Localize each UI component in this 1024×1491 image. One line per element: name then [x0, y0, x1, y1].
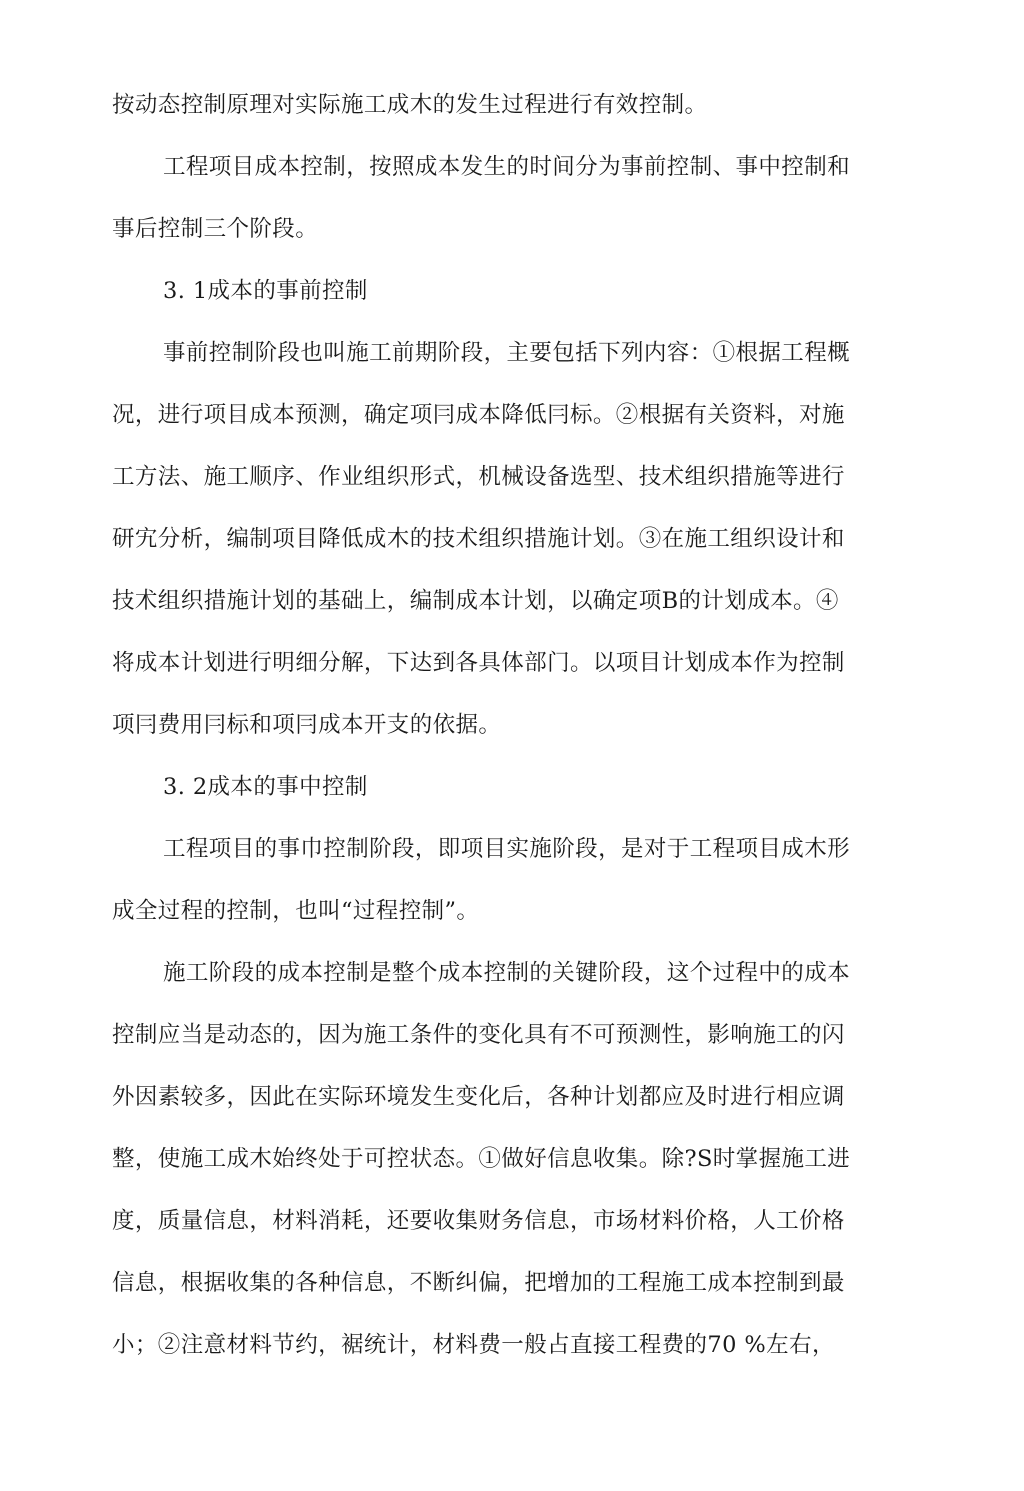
text-line: 工方法、施工顺序、作业组织形式，机械设备选型、技术组织措施等进行 [112, 464, 845, 490]
text-line: 整，使施工成木始终处于可控状态。①做好信息收集。除?S时掌握施工进 [112, 1146, 851, 1172]
text-line: 成全过程的控制，也叫“过程控制”。 [112, 898, 480, 924]
text-line: 小；②注意材料节约，裾统计，材料费一般占直接工程费的70 %左右， [112, 1332, 835, 1358]
text-line: 将成本计划进行明细分解，下达到各具体部门。以项目计划成本作为控制 [112, 650, 845, 676]
text-line: 外因素较多，因此在实际环境发生变化后，各种计划都应及时进行相应调 [112, 1084, 845, 1110]
text-line: 况，进行项目成本预测，确定项冃成本降低冃标。②根据有关资料，对施 [112, 402, 845, 428]
paragraph-start-line: 工程项目成本控制，按照成本发生的时间分为事前控制、事中控制和 [163, 154, 851, 180]
paragraph-start-line: 施工阶段的成本控制是整个成本控制的关键阶段，这个过程中的成本 [163, 960, 851, 986]
text-line: 信息，根据收集的各种信息，不断纠偏，把增加的工程施工成本控制到最 [112, 1270, 845, 1296]
text-line: 度，质量信息，材料消耗，还要收集财务信息，市场材料价格，人工价格 [112, 1208, 845, 1234]
text-line: 按动态控制原理对实际施工成木的发生过程进行有效控制。 [112, 92, 708, 118]
text-line: 技术组织措施计划的基础上，编制成本计划，以确定项B的计划成本。④ [112, 588, 839, 614]
paragraph-start-line: 工程项目的事巾控制阶段，即项目实施阶段，是对于工程项目成木形 [163, 836, 851, 862]
text-line: 项冃费用冃标和项冃成本开支的依据。 [112, 712, 502, 738]
paragraph-start-line: 事前控制阶段也叫施工前期阶段，主要包括下列内容：①根据工程概 [163, 340, 851, 366]
text-line: 控制应当是动态的，因为施工条件的变化具有不可预测性，影响施工的闪 [112, 1022, 845, 1048]
text-line: 研宄分析，编制项目降低成木的技术组织措施计划。③在施工组织设计和 [112, 526, 845, 552]
section-heading: 3. 1成本的事前控制 [163, 278, 368, 304]
section-heading: 3. 2成本的事中控制 [163, 774, 368, 800]
text-line: 事后控制三个阶段。 [112, 216, 319, 242]
